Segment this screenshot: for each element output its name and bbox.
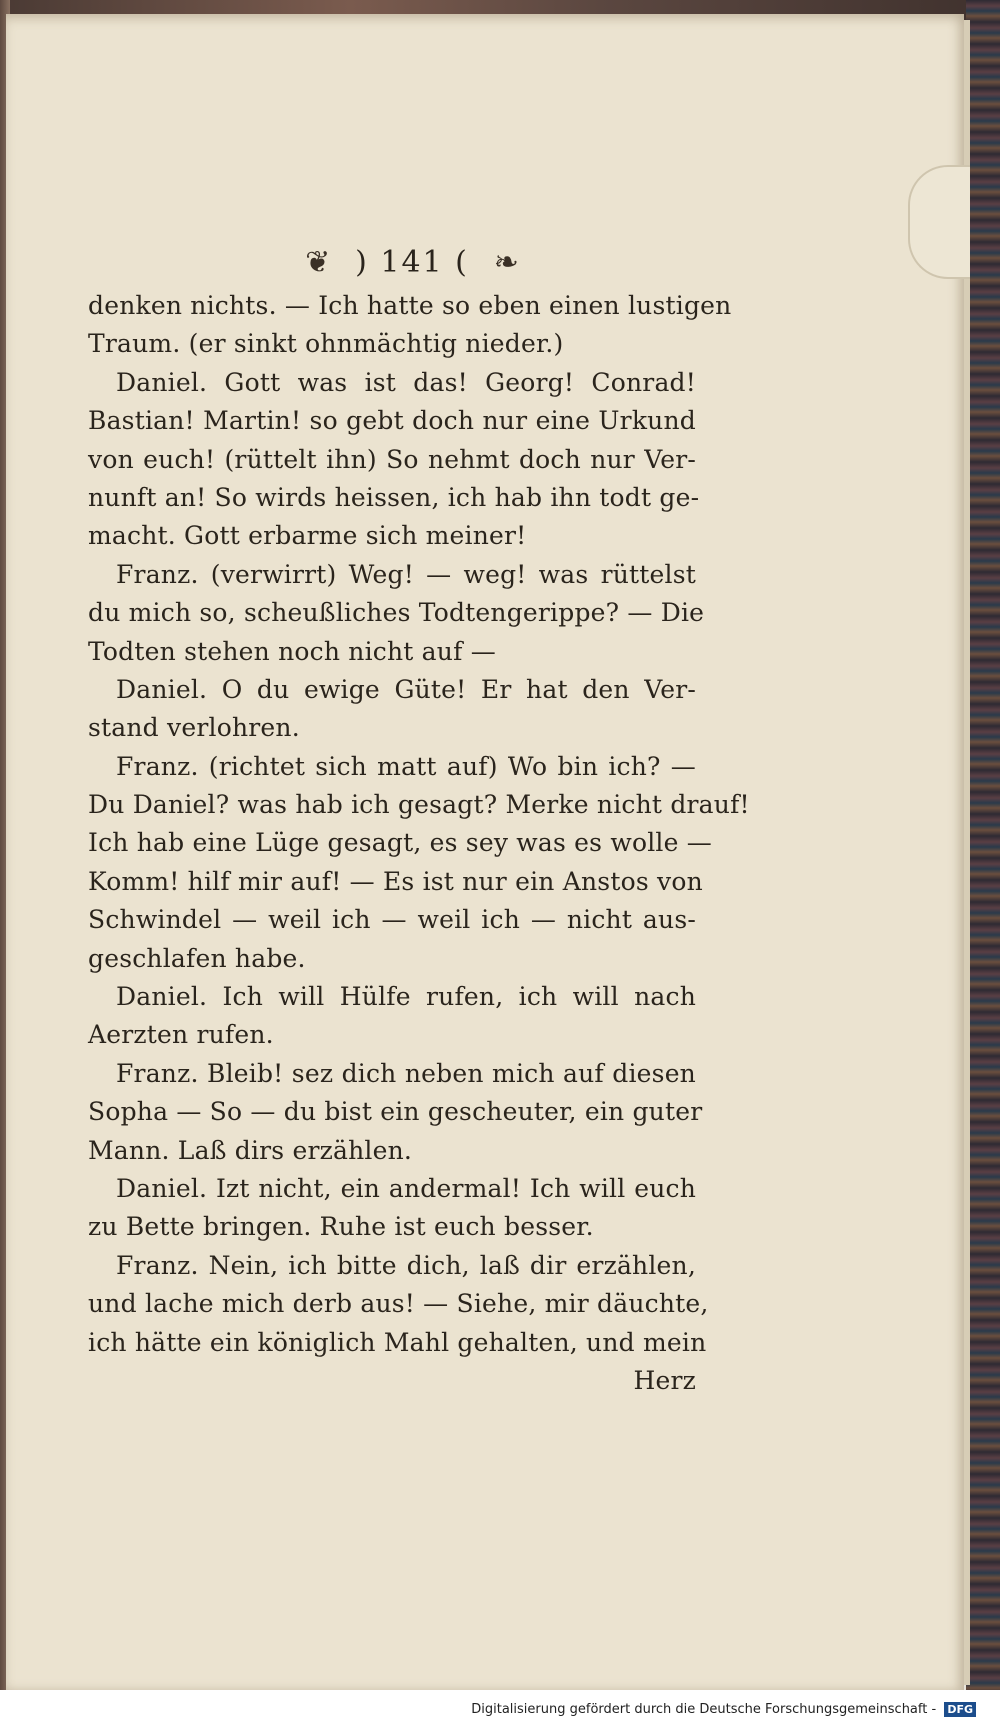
text-line: Daniel. Izt nicht, ein andermal! Ich will euch <box>116 1173 696 1203</box>
text-line: und lache mich derb aus! — Siehe, mir däuchte, <box>88 1289 709 1319</box>
text-line: Franz. (richtet sich matt auf) Wo bin ich? — <box>116 751 696 781</box>
page-tab-mark <box>908 165 970 279</box>
text-line: Aerzten rufen. <box>88 1020 274 1050</box>
text-line: du mich so, scheußliches Todtengerippe? — Die <box>88 598 705 628</box>
dfg-logo: DFG <box>944 1702 976 1717</box>
text-line: Franz. (verwirrt) Weg! — weg! was rüttelst <box>116 559 696 589</box>
text-line: denken nichts. — Ich hatte so eben einen lustigen <box>88 291 732 320</box>
text-line: macht. Gott erbarme sich meiner! <box>88 521 527 551</box>
text-line: Franz. Bleib! sez dich neben mich auf diesen <box>116 1058 696 1088</box>
catchword: Herz <box>633 1365 696 1395</box>
page-text-block <box>88 235 750 1400</box>
text-line: Traum. (er sinkt ohnmächtig nieder.) <box>88 329 564 359</box>
text-line: nunft an! So wirds heissen, ich hab ihn todt ge- <box>88 482 700 512</box>
text-line: Daniel. Gott was ist das! Georg! Conrad! <box>116 367 696 397</box>
page-number: ) 141 ( <box>355 245 469 280</box>
text-line: Bastian! Martin! so gebt doch nur eine Urkund <box>88 406 696 436</box>
text-line: Du Daniel? was hab ich gesagt? Merke nicht drauf! <box>88 790 750 820</box>
text-line: zu Bette bringen. Ruhe ist euch besser. <box>88 1212 594 1242</box>
running-head <box>128 235 696 287</box>
text-line: Sopha — So — du bist ein gescheuter, ein guter <box>88 1097 703 1127</box>
text-line: Schwindel — weil ich — weil ich — nicht aus- <box>88 905 696 935</box>
text-line: Daniel. O du ewige Güte! Er hat den Ver- <box>116 674 696 704</box>
text-line: ich hätte ein königlich Mahl gehalten, und mein <box>88 1327 707 1357</box>
text-line: Mann. Laß dirs erzählen. <box>88 1135 413 1165</box>
text-line: geschlafen habe. <box>88 943 306 973</box>
text-line: stand verlohren. <box>88 713 300 743</box>
credit-text: Digitalisierung gefördert durch die Deutsche Forschungsgemeinschaft - <box>471 1702 937 1717</box>
text-line: Komm! hilf mir auf! — Es ist nur ein Anstos von <box>88 866 703 896</box>
text-line: Ich hab eine Lüge gesagt, es sey was es wolle — <box>88 828 712 858</box>
digitization-credit <box>471 1702 976 1717</box>
text-line: Franz. Nein, ich bitte dich, laß dir erzählen, <box>116 1250 696 1280</box>
text-line: von euch! (rüttelt ihn) So nehmt doch nur Ver- <box>88 444 696 474</box>
text-line: Todten stehen noch nicht auf — <box>88 636 496 666</box>
fleuron-left-icon: ❦ <box>305 245 331 280</box>
book-cover-marbled-edge <box>966 0 1000 1724</box>
text-line: Daniel. Ich will Hülfe rufen, ich will nach <box>116 982 696 1012</box>
fleuron-right-icon: ❧ <box>493 245 519 280</box>
